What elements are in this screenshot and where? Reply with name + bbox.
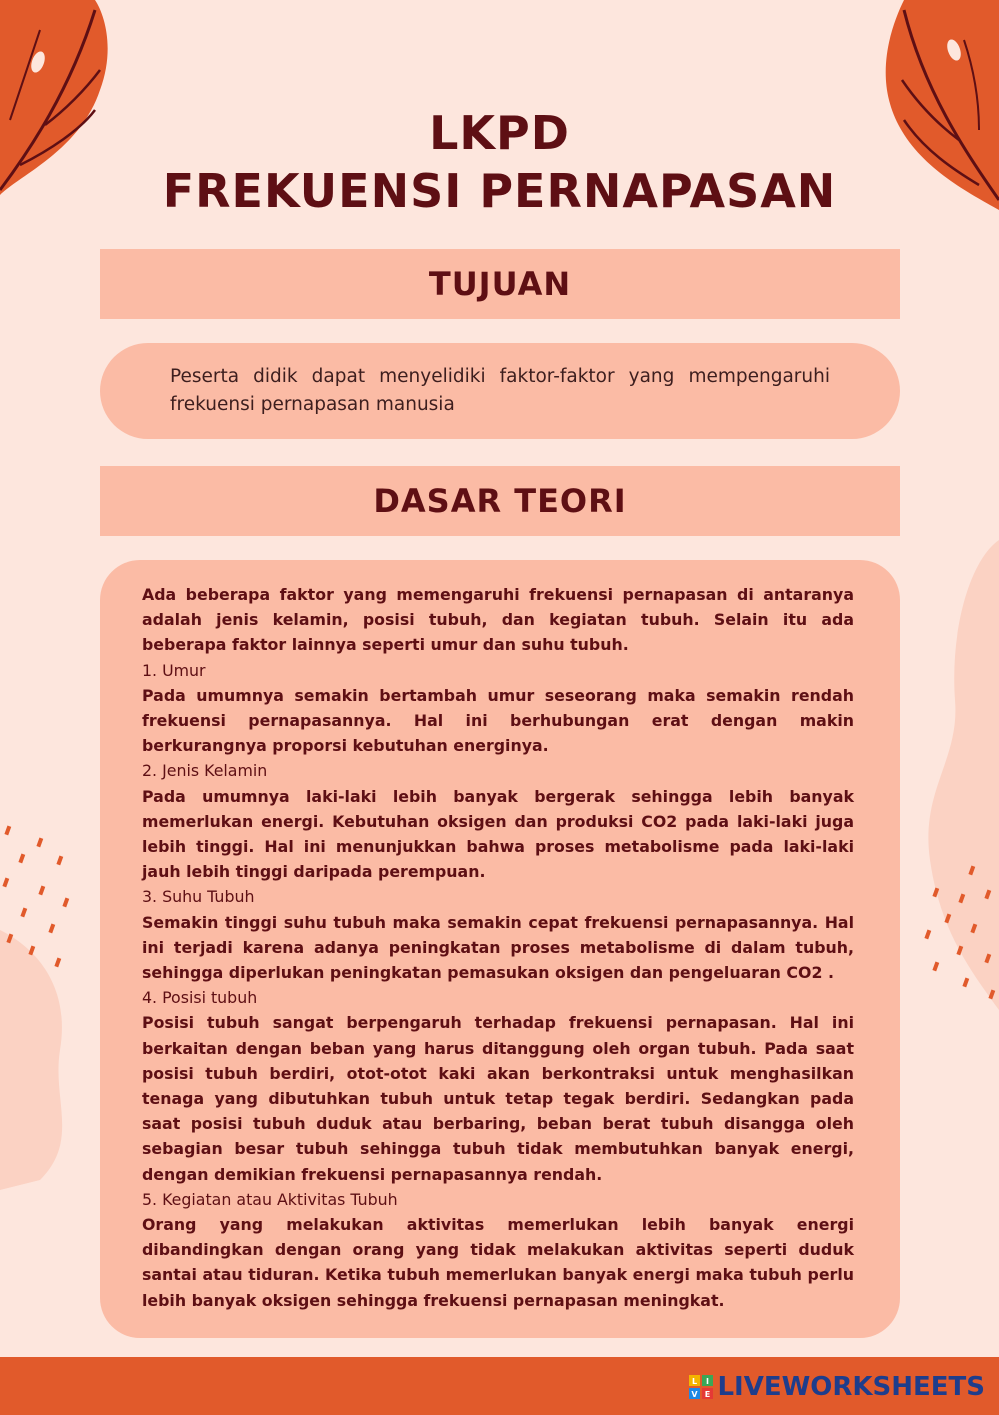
tujuan-panel: [100, 343, 900, 439]
tujuan-heading: TUJUAN: [428, 265, 572, 303]
footer-bar: [0, 1357, 999, 1415]
page-title-line-1: LKPD: [429, 106, 570, 160]
theory-subheading-jenis-kelamin: 2. Jenis Kelamin: [142, 761, 268, 781]
speckles-left-icon: [0, 820, 80, 980]
logo-letter-i: I: [706, 1377, 710, 1386]
tujuan-text: Peserta didik dapat menyelidiki faktor-faktor yang mempengaruhi frekuensi pernapasan manusia: [170, 366, 830, 415]
logo-letter-l: L: [692, 1377, 698, 1386]
theory-paragraph-suhu-tubuh: Semakin tinggi suhu tubuh maka semakin cepat frekuensi pernapasannya. Hal ini terjadi karena adanya peningkatan proses metabolisme di dalam tubuh, sehingga diperlukan peningkatan pemasukan oksigen dan pengeluaran CO2 .: [142, 912, 854, 983]
page-title-line-2: FREKUENSI PERNAPASAN: [162, 164, 837, 218]
theory-subheading-aktivitas: 5. Kegiatan atau Aktivitas Tubuh: [142, 1189, 398, 1209]
liveworksheets-brand[interactable]: [689, 1371, 985, 1403]
theory-paragraph-posisi-tubuh: Posisi tubuh sangat berpengaruh terhadap frekuensi pernapasan. Hal ini berkaitan dengan beban yang harus ditanggung oleh organ tubuh. Pada saat posisi tubuh berdiri, otot-otot kaki akan berkontraksi untuk menghasilkan tenaga yang dibutuhkan tubuh untuk tetap tegak berdiri. Sedangkan pada saat posisi tubuh duduk atau berbaring, beban berat tubuh disangga oleh sebagian besar tubuh sehingga tubuh tidak membutuhkan banyak energi, dengan demikian frekuensi pernapasannya rendah.: [142, 1013, 854, 1184]
logo-letter-v: V: [691, 1390, 699, 1399]
dasar-teori-panel: [100, 560, 900, 1338]
dasar-teori-heading-band: [100, 466, 900, 536]
liveworksheets-logo-icon: [689, 1375, 713, 1399]
page-title: [0, 104, 999, 220]
background-blob-left: [0, 930, 110, 1190]
theory-subheading-posisi-tubuh: 4. Posisi tubuh: [142, 988, 258, 1008]
theory-paragraph-aktivitas: Orang yang melakukan aktivitas memerlukan lebih banyak energi dibandingkan dengan orang yang tidak melakukan aktivitas seperti duduk santai atau tiduran. Ketika tubuh memerlukan banyak energi maka tubuh perlu lebih banyak oksigen sehingga frekuensi pernapasan meningkat.: [142, 1215, 854, 1310]
logo-letter-e: E: [705, 1390, 711, 1399]
theory-paragraph-jenis-kelamin: Pada umumnya laki-laki lebih banyak bergerak sehingga lebih banyak memerlukan energi. Kebutuhan oksigen dan produksi CO2 pada laki-laki juga lebih tinggi. Hal ini menunjukkan bahwa proses metabolisme pada laki-laki jauh lebih tinggi daripada perempuan.: [142, 786, 854, 882]
dasar-teori-heading: DASAR TEORI: [373, 482, 627, 520]
theory-paragraph-umur: Pada umumnya semakin bertambah umur seseorang maka semakin rendah frekuensi pernapasannya. Hal ini berhubungan erat dengan makin berkurangnya proporsi kebutuhan energinya.: [142, 685, 854, 756]
liveworksheets-brand-text[interactable]: LIVEWORKSHEETS: [717, 1372, 985, 1402]
theory-subheading-suhu-tubuh: 3. Suhu Tubuh: [142, 887, 255, 907]
tujuan-heading-band: [100, 249, 900, 319]
theory-subheading-umur: 1. Umur: [142, 660, 206, 680]
speckles-right-icon: [920, 860, 999, 1010]
theory-intro-paragraph: Ada beberapa faktor yang memengaruhi frekuensi pernapasan di antaranya adalah jenis kelamin, posisi tubuh, dan kegiatan tubuh. Selain itu ada beberapa faktor lainnya seperti umur dan suhu tubuh.: [142, 585, 854, 655]
